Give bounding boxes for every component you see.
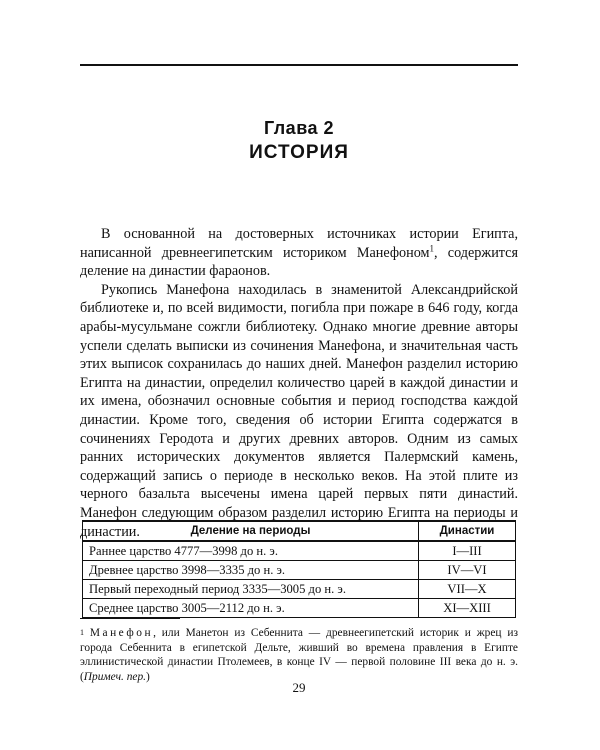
period-cell: Среднее царство 3005—2112 до н. э. [83,599,419,618]
period-cell: Древнее царство 3998—3335 до н. э. [83,561,419,580]
table-row [83,599,516,618]
footnote-name: Манефон [89,627,154,639]
header-dynasties: Династии [419,521,516,541]
footnote-separator [80,618,180,619]
body-text [80,225,518,541]
top-rule [80,64,518,66]
paragraph-1-text: В основанной на достоверных источниках истории Египта, написанной древнеегипетским историком Манефоном [80,226,518,261]
period-cell: Первый переходный период 3335—3005 до н. э. [83,580,419,599]
footnote-close: ) [146,670,150,683]
dynasty-cell: VII—X [419,580,516,599]
paragraph-1-end: , содержится деление на династии фараонов. [80,244,518,280]
paragraph-2: Рукопись Манефона находилась в знаменитой Александрийской библиотеке и, по всей видимости, погибла при пожаре в 646 году, когда арабы-мусульмане сожгли библиотеку. Однако многие древние авторы успели сделать выписки из сочинения Манефона, и значительная часть этих выписок сохранилась до наших дней. Манефон разделил историю Египта на династии, определил количество царей в каждой династии и их имена, обозначил основные события и период господства каждой династии. Кроме того, сведения об истории Египта содержатся в сочинениях Геродота и других древних авторов. Одним из самых ранних исторических документов является Палермский камень, содержащий запись о периоде в несколько веков. На этой плите из черного базальта высечены имена царей первых пяти династий. Манефон следующим образом разделил историю Египта на периоды и династии. [80,281,518,540]
period-cell: Раннее царство 4777—3998 до н. э. [83,541,419,561]
chapter-number: Глава 2 [263,118,335,138]
table-row [83,580,516,599]
table-row [83,541,516,561]
paragraph-1 [80,225,518,281]
periods-table [82,520,516,618]
footnote-mark: 1 [80,628,84,637]
footnote [80,626,518,684]
dynasty-cell: XI—XIII [419,599,516,618]
page-number: 29 [292,680,306,695]
table-header-row [83,521,516,541]
footnote-reference: 1 [429,242,435,253]
table-row [83,561,516,580]
header-period: Деление на периоды [83,521,419,541]
chapter-title: ИСТОРИЯ [249,142,349,163]
footnote-translator-note: Примеч. пер. [83,670,147,683]
dynasty-cell: IV—VI [419,561,516,580]
dynasty-cell: I—III [419,541,516,561]
footnote-text: , или Манетон из Себеннита — древнеегипетский историк и жрец из города Себеннита в египетской Дельте, живший во времена правления в Египте эллинистической династии Птолемеев, в конце IV — первой половине III века до н. э. ( [80,627,518,683]
